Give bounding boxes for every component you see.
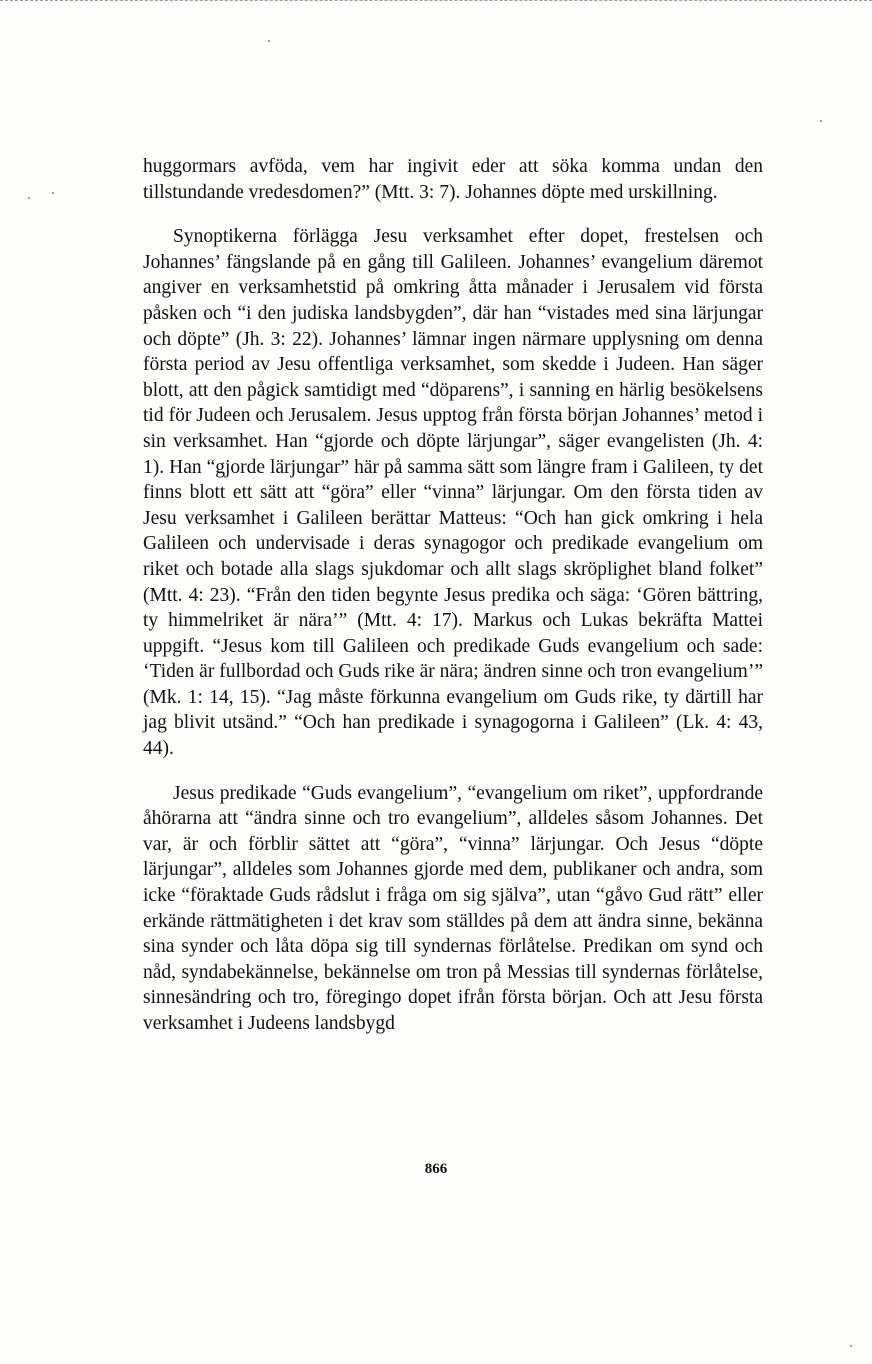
paragraph-continued: huggormars avföda, vem har ingivit eder att söka komma undan den tillstundande vredesdomen?” (Mtt. 3: 7). Johannes döpte med urskillning. [143, 156, 763, 203]
scan-speck [820, 120, 822, 122]
scan-speck [28, 197, 30, 199]
scan-speck [52, 192, 54, 194]
scan-speck [268, 40, 270, 42]
body-text [143, 154, 763, 1037]
scan-speck [850, 1345, 852, 1347]
top-edge-rule [0, 0, 872, 3]
paragraph-jesus-preached: Jesus predikade “Guds evangelium”, “evangelium om riket”, uppfordrande åhörarna att “ändra sinne och tro evangelium”, alldeles såsom Johannes. Det var, är och förblir sättet att “göra”, “vinna” lärjungar. Och Jesus “döpte lärjungar”, alldeles som Johannes gjorde med dem, publikaner och andra, som icke “föraktade Guds rådslut i fråga om sig själva”, utan “gåvo Gud rätt” eller erkände rättmätigheten i det krav som ställdes på dem att ändra sinne, bekänna sina synder och låta döpa sig till syndernas förlåtelse. Predikan om synd och nåd, syndabekännelse, bekännelse om tron på Messias till syndernas förlåtelse, sinnesändring och tro, föregingo dopet ifrån första början. Och att Jesu första verksamhet i Judeens landsbygd [143, 782, 763, 1034]
paragraph-synoptics: Synoptikerna förlägga Jesu verksamhet efter dopet, frestelsen och Johannes’ fängslande på en gång till Galileen. Johannes’ evangelium däremot angiver en verksamhetstid på omkring åtta månader i Jerusalem vid första påsken och “i den judiska landsbygden”, där han “vistades med sina lärjungar och döpte” (Jh. 3: 22). Johannes’ lämnar ingen närmare upplysning om denna första period av Jesu offentliga verksamhet, som skedde i Judeen. Han säger blott, att den pågick samtidigt med “döparens”, i sanning en härlig besökelsens tid för Judeen och Jerusalem. Jesus upptog från första början Johannes’ metod i sin verksamhet. Han “gjorde och döpte lärjungar”, säger evangelisten (Jh. 4: 1). Han “gjorde lärjungar” här på samma sätt som längre fram i Galileen, ty det finns blott ett sätt att “göra” eller “vinna” lärjungar. Om den första tiden av Jesu verksamhet i Galileen berättar Matteus: “Och han gick omkring i hela Galileen och undervisade i deras synagogor och predikade evangelium om riket och botade alla slags sjukdomar och allt slags skröplighet bland folket” (Mtt. 4: 23). “Från den tiden begynte Jesus predika och säga: ‘Gören bättring, ty himmelriket är nära’” (Mtt. 4: 17). Markus och Lukas bekräfta Mattei uppgift. “Jesus kom till Galileen och predikade Guds evangelium och sade: ‘Tiden är fullbordad och Guds rike är nära; ändren sinne och tron evangelium’” (Mk. 1: 14, 15). “Jag måste förkunna evangelium om Guds rike, ty därtill har jag blivit utsänd.” “Och han predikade i synagogorna i Galileen” (Lk. 4: 43, 44). [143, 226, 763, 760]
page-number: 866 [424, 1161, 448, 1177]
